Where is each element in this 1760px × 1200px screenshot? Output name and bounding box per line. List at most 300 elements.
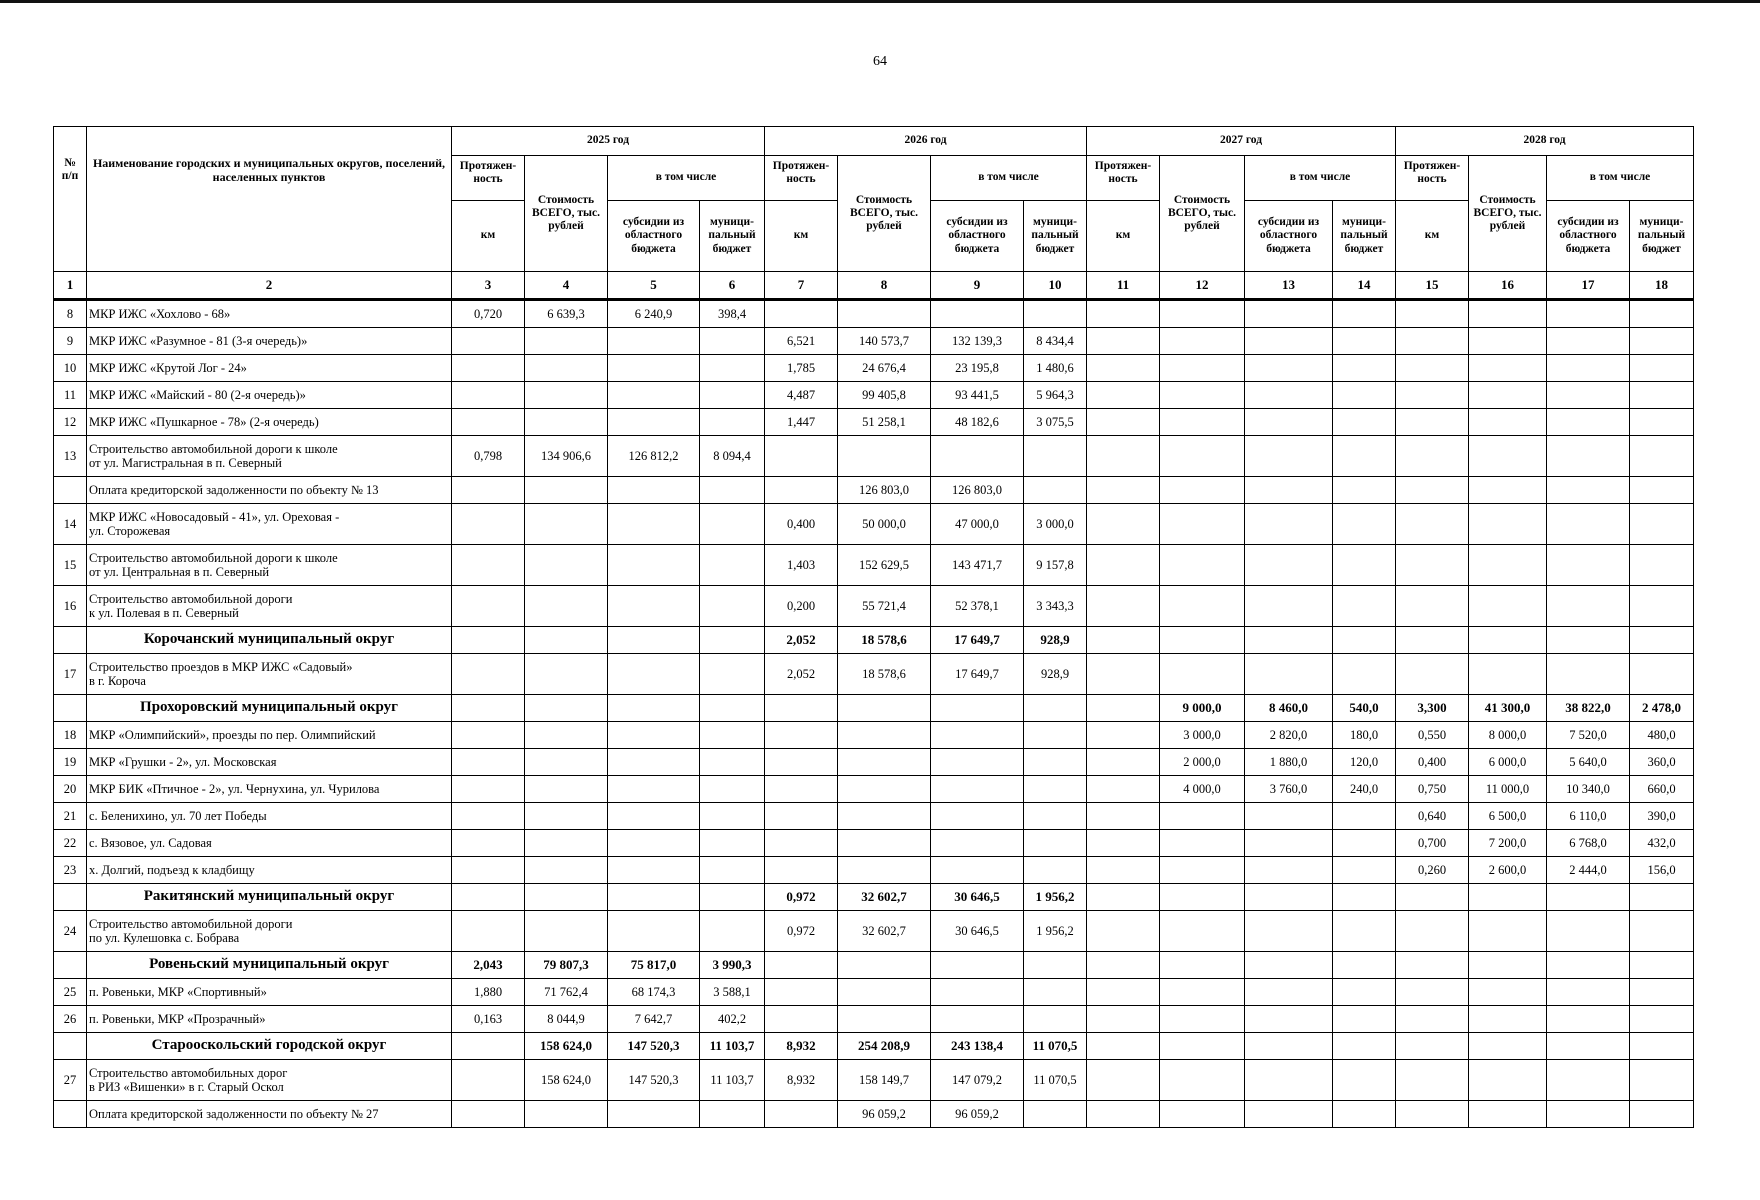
value-cell: 0,972 <box>765 884 838 911</box>
value-cell <box>608 504 700 545</box>
value-cell <box>931 979 1024 1006</box>
value-cell <box>1469 952 1547 979</box>
value-cell <box>1024 695 1087 722</box>
value-cell <box>931 830 1024 857</box>
value-cell <box>838 436 931 477</box>
value-cell <box>1630 328 1694 355</box>
value-cell <box>1396 654 1469 695</box>
value-cell <box>1333 504 1396 545</box>
column-number: 1 <box>54 272 87 300</box>
value-cell: 2 600,0 <box>1469 857 1547 884</box>
value-cell <box>1469 328 1547 355</box>
value-cell <box>1547 654 1630 695</box>
value-cell <box>525 695 608 722</box>
value-cell <box>1160 979 1245 1006</box>
value-cell <box>1333 586 1396 627</box>
value-cell <box>700 477 765 504</box>
value-cell: 1 880,0 <box>1245 749 1333 776</box>
value-cell <box>452 1101 525 1128</box>
value-cell: 32 602,7 <box>838 911 931 952</box>
value-cell <box>1024 952 1087 979</box>
value-cell <box>1160 911 1245 952</box>
value-cell: 0,798 <box>452 436 525 477</box>
value-cell: 7 200,0 <box>1469 830 1547 857</box>
value-cell <box>452 857 525 884</box>
table-row <box>54 1101 1694 1128</box>
value-cell <box>1333 1006 1396 1033</box>
value-cell <box>1245 654 1333 695</box>
column-number: 5 <box>608 272 700 300</box>
table-row <box>54 1006 1694 1033</box>
value-cell <box>525 586 608 627</box>
value-cell <box>525 749 608 776</box>
value-cell <box>452 884 525 911</box>
value-cell <box>1160 1060 1245 1101</box>
value-cell <box>608 857 700 884</box>
row-number: 25 <box>54 979 87 1006</box>
value-cell: 32 602,7 <box>838 884 931 911</box>
header-subsidy: субсидии из областного бюджета <box>931 201 1024 272</box>
district-name: Старооскольский городской округ <box>87 1033 452 1060</box>
value-cell: 390,0 <box>1630 803 1694 830</box>
value-cell <box>1547 1033 1630 1060</box>
value-cell <box>452 627 525 654</box>
value-cell <box>1396 884 1469 911</box>
value-cell <box>525 830 608 857</box>
value-cell <box>1547 1060 1630 1101</box>
object-name: п. Ровеньки, МКР «Спортивный» <box>87 979 452 1006</box>
value-cell: 2 000,0 <box>1160 749 1245 776</box>
group-row <box>54 695 1694 722</box>
value-cell <box>765 695 838 722</box>
object-name: Строительство автомобильной дороги по ул. Кулешовка с. Бобрава <box>87 911 452 952</box>
value-cell <box>1396 952 1469 979</box>
value-cell <box>1469 436 1547 477</box>
row-number: 17 <box>54 654 87 695</box>
value-cell: 38 822,0 <box>1547 695 1630 722</box>
value-cell: 4 000,0 <box>1160 776 1245 803</box>
row-number: 27 <box>54 1060 87 1101</box>
value-cell: 140 573,7 <box>838 328 931 355</box>
value-cell <box>1160 328 1245 355</box>
value-cell <box>525 477 608 504</box>
value-cell <box>525 504 608 545</box>
value-cell: 360,0 <box>1630 749 1694 776</box>
value-cell: 7 520,0 <box>1547 722 1630 749</box>
value-cell <box>1245 436 1333 477</box>
value-cell: 402,2 <box>700 1006 765 1033</box>
row-number: 16 <box>54 586 87 627</box>
value-cell: 79 807,3 <box>525 952 608 979</box>
row-number: 19 <box>54 749 87 776</box>
value-cell <box>700 586 765 627</box>
object-name: Строительство автомобильной дороги к школе от ул. Магистральная в п. Северный <box>87 436 452 477</box>
value-cell <box>1245 803 1333 830</box>
value-cell <box>1024 749 1087 776</box>
value-cell: 134 906,6 <box>525 436 608 477</box>
value-cell: 55 721,4 <box>838 586 931 627</box>
value-cell <box>525 355 608 382</box>
value-cell <box>1245 911 1333 952</box>
table-row <box>54 857 1694 884</box>
value-cell: 3 990,3 <box>700 952 765 979</box>
value-cell <box>700 1101 765 1128</box>
value-cell: 6 639,3 <box>525 300 608 328</box>
value-cell <box>765 1101 838 1128</box>
row-number <box>54 1033 87 1060</box>
value-cell: 11 070,5 <box>1024 1033 1087 1060</box>
value-cell <box>1396 1006 1469 1033</box>
value-cell <box>765 803 838 830</box>
row-number: 20 <box>54 776 87 803</box>
value-cell <box>608 695 700 722</box>
value-cell <box>1396 355 1469 382</box>
value-cell <box>608 355 700 382</box>
header-km: км <box>1087 201 1160 272</box>
table-row <box>54 803 1694 830</box>
row-number: 13 <box>54 436 87 477</box>
value-cell <box>700 409 765 436</box>
value-cell <box>608 586 700 627</box>
table-row <box>54 722 1694 749</box>
value-cell <box>1160 436 1245 477</box>
column-number: 10 <box>1024 272 1087 300</box>
value-cell: 1 956,2 <box>1024 884 1087 911</box>
value-cell <box>452 545 525 586</box>
value-cell <box>1547 884 1630 911</box>
value-cell <box>452 586 525 627</box>
value-cell <box>1087 911 1160 952</box>
district-name: Ракитянский муниципальный округ <box>87 884 452 911</box>
value-cell: 2 820,0 <box>1245 722 1333 749</box>
value-cell <box>1160 586 1245 627</box>
value-cell <box>1160 477 1245 504</box>
value-cell <box>1245 830 1333 857</box>
value-cell: 0,750 <box>1396 776 1469 803</box>
value-cell <box>1087 1033 1160 1060</box>
value-cell <box>525 722 608 749</box>
value-cell <box>931 695 1024 722</box>
value-cell: 2,052 <box>765 654 838 695</box>
value-cell <box>1630 627 1694 654</box>
value-cell <box>838 979 931 1006</box>
value-cell <box>1547 328 1630 355</box>
object-name: МКР БИК «Птичное - 2», ул. Чернухина, ул. Чурилова <box>87 776 452 803</box>
value-cell <box>1333 884 1396 911</box>
value-cell <box>1469 627 1547 654</box>
group-row <box>54 627 1694 654</box>
value-cell: 6,521 <box>765 328 838 355</box>
value-cell <box>1024 1006 1087 1033</box>
column-number: 13 <box>1245 272 1333 300</box>
value-cell <box>452 328 525 355</box>
value-cell <box>1087 586 1160 627</box>
value-cell <box>765 749 838 776</box>
value-cell: 2 478,0 <box>1630 695 1694 722</box>
header-municipal: муници-пальный бюджет <box>1630 201 1694 272</box>
value-cell <box>1245 979 1333 1006</box>
value-cell <box>700 776 765 803</box>
column-number: 9 <box>931 272 1024 300</box>
table-row <box>54 504 1694 545</box>
value-cell: 0,720 <box>452 300 525 328</box>
value-cell: 180,0 <box>1333 722 1396 749</box>
object-name: п. Ровеньки, МКР «Прозрачный» <box>87 1006 452 1033</box>
value-cell <box>1396 586 1469 627</box>
value-cell: 8 460,0 <box>1245 695 1333 722</box>
value-cell <box>1087 477 1160 504</box>
value-cell: 8 094,4 <box>700 436 765 477</box>
value-cell <box>1547 911 1630 952</box>
value-cell: 7 642,7 <box>608 1006 700 1033</box>
value-cell: 3,300 <box>1396 695 1469 722</box>
header-length: Протяжен-ность <box>452 156 525 201</box>
value-cell: 30 646,5 <box>931 884 1024 911</box>
value-cell <box>1630 355 1694 382</box>
value-cell <box>1087 654 1160 695</box>
value-cell <box>838 830 931 857</box>
value-cell: 71 762,4 <box>525 979 608 1006</box>
value-cell <box>1630 654 1694 695</box>
value-cell <box>1245 1006 1333 1033</box>
value-cell <box>931 300 1024 328</box>
value-cell: 0,640 <box>1396 803 1469 830</box>
value-cell <box>700 803 765 830</box>
value-cell: 11 000,0 <box>1469 776 1547 803</box>
value-cell <box>1469 1006 1547 1033</box>
row-number: 18 <box>54 722 87 749</box>
value-cell <box>1087 979 1160 1006</box>
header-including: в том числе <box>931 156 1087 201</box>
value-cell: 6 110,0 <box>1547 803 1630 830</box>
value-cell <box>1087 952 1160 979</box>
value-cell: 24 676,4 <box>838 355 931 382</box>
object-name: с. Вязовое, ул. Садовая <box>87 830 452 857</box>
value-cell <box>608 382 700 409</box>
value-cell: 158 624,0 <box>525 1033 608 1060</box>
value-cell <box>1160 409 1245 436</box>
value-cell <box>525 409 608 436</box>
header-municipal: муници-пальный бюджет <box>1333 201 1396 272</box>
value-cell <box>700 830 765 857</box>
row-number: 9 <box>54 328 87 355</box>
value-cell <box>1245 857 1333 884</box>
value-cell <box>765 979 838 1006</box>
value-cell <box>1396 1060 1469 1101</box>
header-cost: Стоимость ВСЕГО, тыс. рублей <box>1160 156 1245 272</box>
value-cell: 8 000,0 <box>1469 722 1547 749</box>
value-cell <box>838 776 931 803</box>
value-cell <box>1024 300 1087 328</box>
row-number <box>54 695 87 722</box>
value-cell <box>1087 436 1160 477</box>
value-cell <box>1160 830 1245 857</box>
row-number: 12 <box>54 409 87 436</box>
header-name: Наименование городских и муниципальных округов, поселений, населенных пунктов <box>87 127 452 272</box>
table-row <box>54 436 1694 477</box>
value-cell <box>1160 300 1245 328</box>
object-name: х. Долгий, подъезд к кладбищу <box>87 857 452 884</box>
value-cell <box>452 749 525 776</box>
value-cell <box>1630 1033 1694 1060</box>
value-cell <box>1245 1060 1333 1101</box>
value-cell <box>700 722 765 749</box>
column-number: 7 <box>765 272 838 300</box>
row-number <box>54 477 87 504</box>
value-cell: 8 434,4 <box>1024 328 1087 355</box>
value-cell <box>1245 355 1333 382</box>
value-cell <box>1087 504 1160 545</box>
value-cell: 48 182,6 <box>931 409 1024 436</box>
header-year-3: 2027 год <box>1087 127 1396 156</box>
value-cell <box>1396 1101 1469 1128</box>
header-municipal: муници-пальный бюджет <box>700 201 765 272</box>
value-cell <box>1469 1101 1547 1128</box>
header-subsidy: субсидии из областного бюджета <box>608 201 700 272</box>
object-name: Оплата кредиторской задолженности по объекту № 13 <box>87 477 452 504</box>
value-cell <box>452 776 525 803</box>
value-cell <box>525 911 608 952</box>
value-cell <box>1547 1101 1630 1128</box>
value-cell <box>1469 477 1547 504</box>
column-number: 16 <box>1469 272 1547 300</box>
value-cell <box>608 477 700 504</box>
value-cell: 6 240,9 <box>608 300 700 328</box>
header-cost: Стоимость ВСЕГО, тыс. рублей <box>838 156 931 272</box>
value-cell <box>1396 477 1469 504</box>
header-subsidy: субсидии из областного бюджета <box>1547 201 1630 272</box>
value-cell: 1,447 <box>765 409 838 436</box>
column-number: 17 <box>1547 272 1630 300</box>
row-number: 15 <box>54 545 87 586</box>
value-cell <box>1333 545 1396 586</box>
object-name: МКР ИЖС «Майский - 80 (2-я очередь)» <box>87 382 452 409</box>
value-cell <box>1396 300 1469 328</box>
value-cell <box>1547 1006 1630 1033</box>
value-cell <box>700 382 765 409</box>
value-cell <box>1245 382 1333 409</box>
value-cell <box>931 436 1024 477</box>
value-cell <box>700 857 765 884</box>
value-cell <box>1333 436 1396 477</box>
row-number <box>54 627 87 654</box>
value-cell <box>1160 884 1245 911</box>
value-cell <box>1087 1101 1160 1128</box>
value-cell <box>452 504 525 545</box>
value-cell: 50 000,0 <box>838 504 931 545</box>
table-row <box>54 477 1694 504</box>
value-cell: 156,0 <box>1630 857 1694 884</box>
header-cost: Стоимость ВСЕГО, тыс. рублей <box>525 156 608 272</box>
district-name: Прохоровский муниципальный округ <box>87 695 452 722</box>
value-cell <box>1160 803 1245 830</box>
table-row <box>54 355 1694 382</box>
value-cell <box>1333 477 1396 504</box>
value-cell: 96 059,2 <box>838 1101 931 1128</box>
column-number: 6 <box>700 272 765 300</box>
value-cell <box>1630 504 1694 545</box>
value-cell: 6 500,0 <box>1469 803 1547 830</box>
value-cell <box>1547 477 1630 504</box>
value-cell <box>1245 300 1333 328</box>
value-cell <box>700 545 765 586</box>
value-cell <box>1547 586 1630 627</box>
value-cell <box>608 911 700 952</box>
table-header <box>54 127 1694 300</box>
value-cell: 0,550 <box>1396 722 1469 749</box>
object-name: МКР ИЖС «Крутой Лог - 24» <box>87 355 452 382</box>
value-cell <box>1087 300 1160 328</box>
value-cell: 11 103,7 <box>700 1060 765 1101</box>
value-cell: 1 480,6 <box>1024 355 1087 382</box>
value-cell <box>452 803 525 830</box>
value-cell <box>608 328 700 355</box>
value-cell <box>525 884 608 911</box>
value-cell <box>1087 776 1160 803</box>
value-cell <box>765 857 838 884</box>
value-cell <box>1547 504 1630 545</box>
header-year-1: 2025 год <box>452 127 765 156</box>
value-cell: 1,785 <box>765 355 838 382</box>
table-row <box>54 749 1694 776</box>
object-name: Строительство автомобильных дорог в РИЗ «Вишенки» в г. Старый Оскол <box>87 1060 452 1101</box>
value-cell: 8 044,9 <box>525 1006 608 1033</box>
value-cell <box>1245 328 1333 355</box>
object-name: с. Беленихино, ул. 70 лет Победы <box>87 803 452 830</box>
table-row <box>54 830 1694 857</box>
value-cell: 120,0 <box>1333 749 1396 776</box>
value-cell <box>1160 355 1245 382</box>
value-cell <box>1087 382 1160 409</box>
value-cell <box>525 627 608 654</box>
header-km: км <box>1396 201 1469 272</box>
value-cell <box>1087 830 1160 857</box>
value-cell: 480,0 <box>1630 722 1694 749</box>
value-cell: 6 000,0 <box>1469 749 1547 776</box>
header-year-2: 2026 год <box>765 127 1087 156</box>
value-cell: 243 138,4 <box>931 1033 1024 1060</box>
value-cell <box>1469 382 1547 409</box>
value-cell: 1,403 <box>765 545 838 586</box>
value-cell <box>838 1006 931 1033</box>
value-cell: 0,260 <box>1396 857 1469 884</box>
value-cell: 928,9 <box>1024 627 1087 654</box>
value-cell: 30 646,5 <box>931 911 1024 952</box>
value-cell <box>931 857 1024 884</box>
object-name: Оплата кредиторской задолженности по объекту № 27 <box>87 1101 452 1128</box>
value-cell <box>1547 979 1630 1006</box>
value-cell: 0,163 <box>452 1006 525 1033</box>
value-cell <box>931 749 1024 776</box>
value-cell <box>1245 952 1333 979</box>
value-cell <box>1630 884 1694 911</box>
value-cell <box>1469 300 1547 328</box>
value-cell <box>1245 586 1333 627</box>
value-cell <box>765 477 838 504</box>
value-cell <box>838 803 931 830</box>
value-cell <box>525 776 608 803</box>
value-cell <box>525 654 608 695</box>
top-rule <box>0 0 1760 3</box>
header-number: № п/п <box>54 127 87 272</box>
value-cell <box>838 857 931 884</box>
header-municipal: муници-пальный бюджет <box>1024 201 1087 272</box>
value-cell <box>1333 382 1396 409</box>
value-cell <box>1160 504 1245 545</box>
value-cell <box>452 1033 525 1060</box>
row-number: 10 <box>54 355 87 382</box>
table-row <box>54 409 1694 436</box>
